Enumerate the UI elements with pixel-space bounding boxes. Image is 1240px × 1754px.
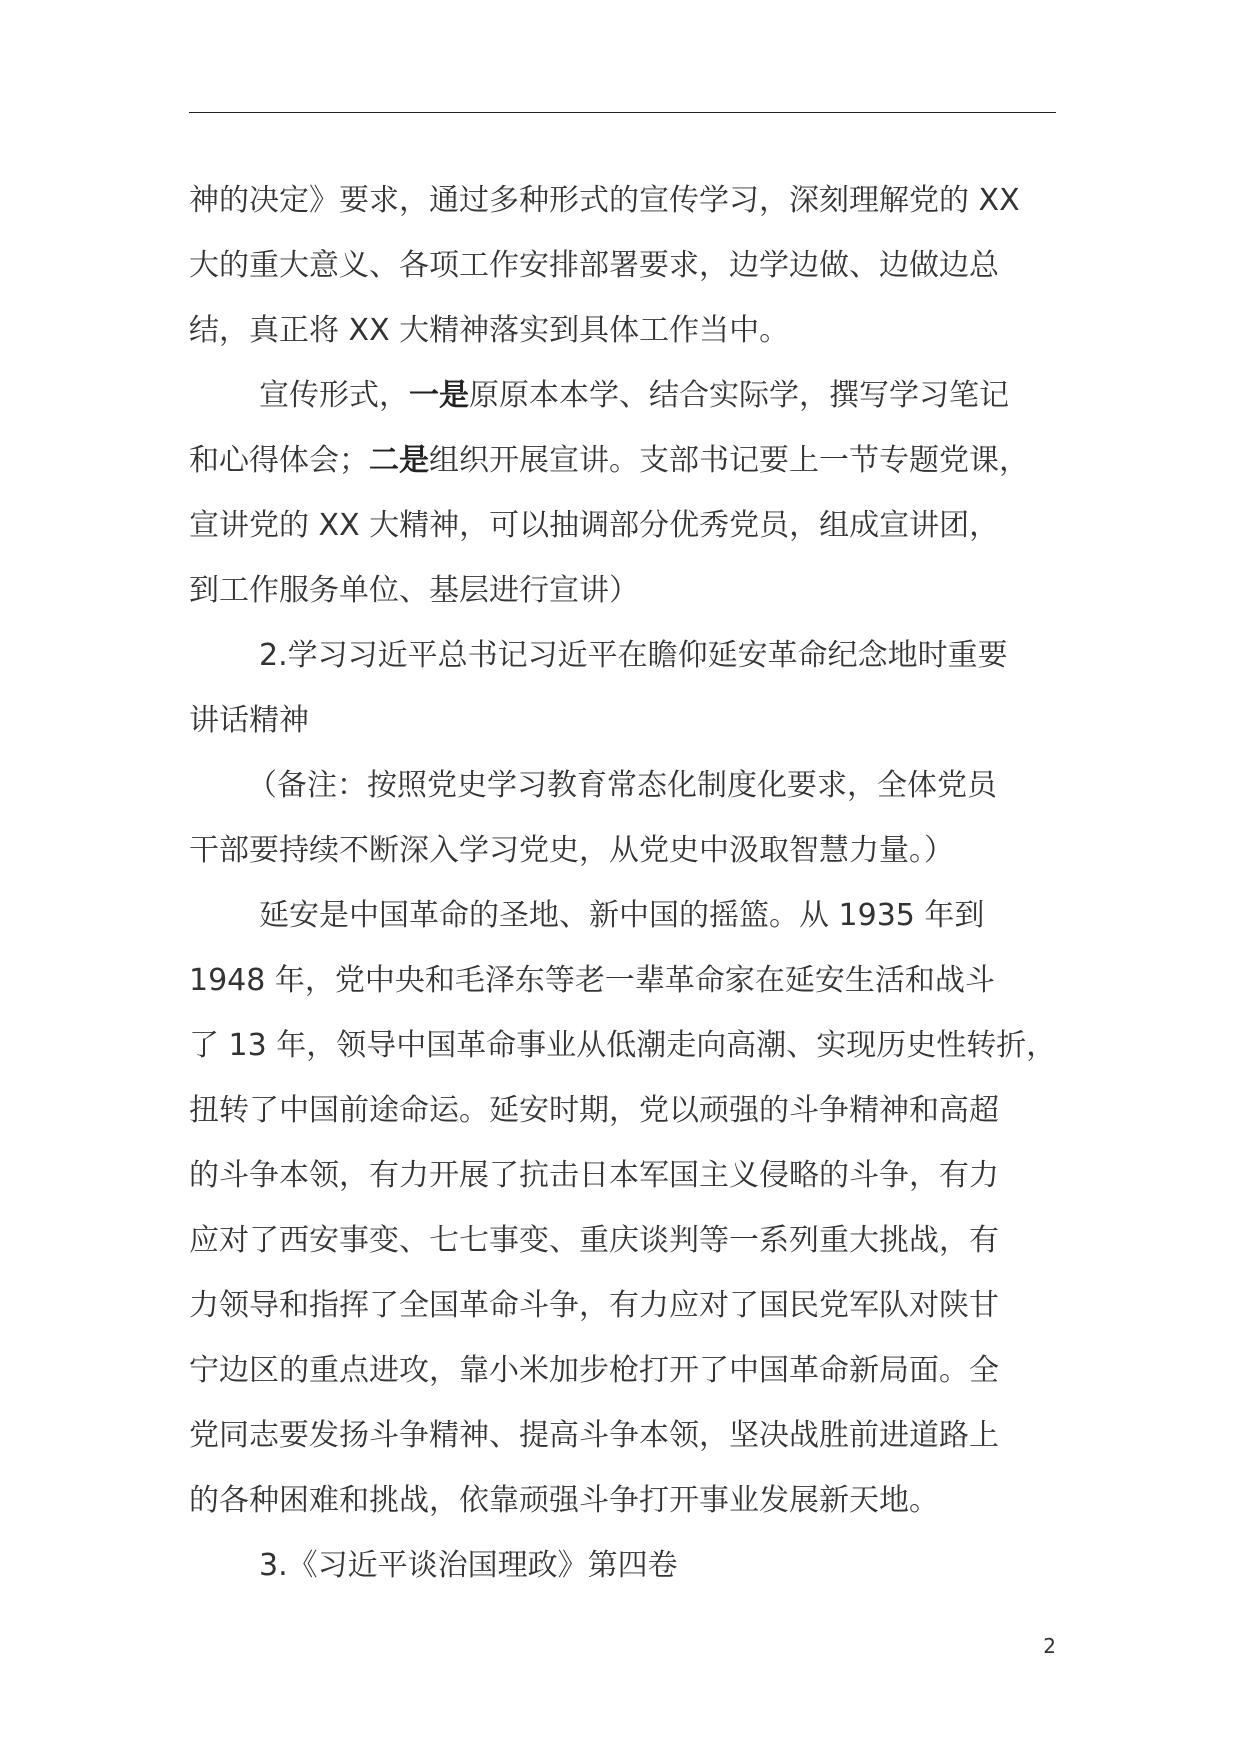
text-line: 扭转了中国前途命运。延安时期，党以顽强的斗争精神和高超 bbox=[189, 1093, 999, 1128]
text-line: 了 13 年，领导中国革命事业从低潮走向高潮、实现历史性转折， bbox=[189, 1028, 1057, 1063]
emphasis-first: 一是 bbox=[409, 378, 469, 413]
text-line: 党同志要发扬斗争精神、提高斗争本领，坚决战胜前进道路上 bbox=[189, 1418, 999, 1453]
section-heading-3: 3.《习近平谈治国理政》第四卷 bbox=[259, 1548, 678, 1583]
emphasis-second: 二是 bbox=[369, 443, 429, 478]
text-line: 延安是中国革命的圣地、新中国的摇篮。从 1935 年到 bbox=[259, 898, 985, 933]
note-line: （备注：按照党史学习教育常态化制度化要求，全体党员 bbox=[247, 768, 997, 803]
page-number: 2 bbox=[1043, 1634, 1056, 1658]
note-line: 干部要持续不断深入学习党史，从党史中汲取智慧力量。） bbox=[189, 833, 954, 868]
text-line-with-emphasis bbox=[189, 363, 1089, 428]
text-line: 宁边区的重点进攻，靠小米加步枪打开了中国革命新局面。全 bbox=[189, 1353, 999, 1388]
text-line: 的斗争本领，有力开展了抗击日本军国主义侵略的斗争，有力 bbox=[189, 1158, 999, 1193]
text-run: 宣传形式， bbox=[259, 378, 409, 413]
text-line: 到工作服务单位、基层进行宣讲） bbox=[189, 573, 639, 608]
text-line-with-emphasis bbox=[189, 428, 1089, 493]
text-run: 原原本本学、结合实际学，撰写学习笔记 bbox=[469, 378, 1009, 413]
section-heading-2: 2.学习习近平总书记习近平在瞻仰延安革命纪念地时重要 bbox=[259, 638, 1008, 673]
text-line: 力领导和指挥了全国革命斗争，有力应对了国民党军队对陕甘 bbox=[189, 1288, 999, 1323]
document-body bbox=[189, 168, 1089, 1598]
text-line: 讲话精神 bbox=[189, 703, 309, 738]
text-line: 神的决定》要求，通过多种形式的宣传学习，深刻理解党的 XX bbox=[189, 183, 1020, 218]
text-line: 应对了西安事变、七七事变、重庆谈判等一系列重大挑战，有 bbox=[189, 1223, 999, 1258]
text-line: 宣讲党的 XX 大精神，可以抽调部分优秀党员，组成宣讲团， bbox=[189, 508, 1000, 543]
text-line: 结，真正将 XX 大精神落实到具体工作当中。 bbox=[189, 313, 790, 348]
text-line: 大的重大意义、各项工作安排部署要求，边学边做、边做边总 bbox=[189, 248, 999, 283]
text-run: 和心得体会； bbox=[189, 443, 369, 478]
text-line: 1948 年，党中央和毛泽东等老一辈革命家在延安生活和战斗 bbox=[189, 963, 995, 998]
header-rule bbox=[189, 112, 1056, 113]
text-run: 组织开展宣讲。支部书记要上一节专题党课， bbox=[429, 443, 1029, 478]
text-line: 的各种困难和挑战，依靠顽强斗争打开事业发展新天地。 bbox=[189, 1483, 939, 1518]
